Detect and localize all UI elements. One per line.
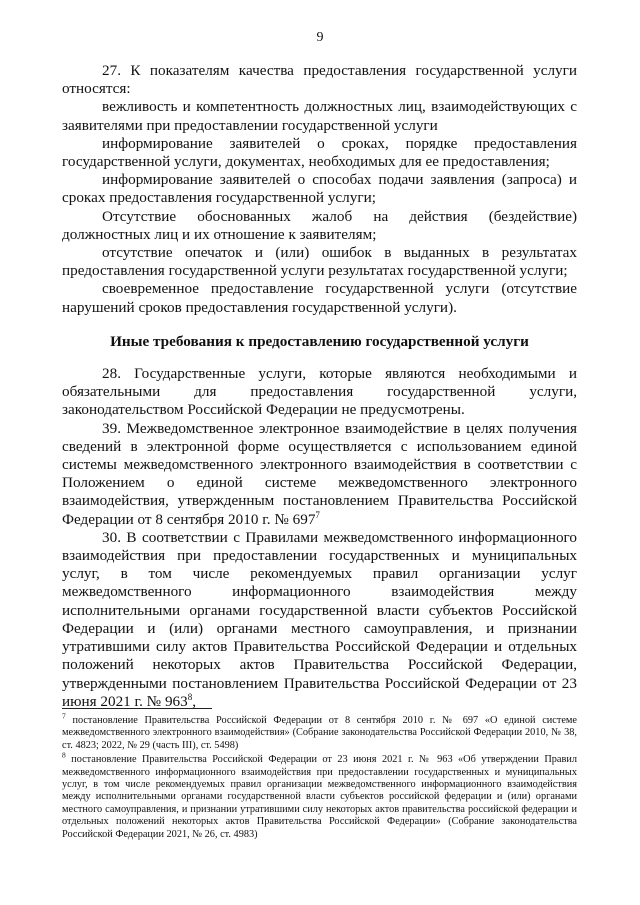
main-text xyxy=(62,62,577,711)
footnote-7 xyxy=(62,711,577,752)
quality-item-info-terms: информирование заявителей о сроках, порядке предоставления государственной услуги, документах, необходимых для ее предоставления; xyxy=(62,134,577,171)
paragraph-28: 28. Государственные услуги, которые являются необходимыми и обязательными для предоставления государственной услуги, законодательством Российской Федерации не предусмотрены. xyxy=(62,365,577,419)
footnote-8 xyxy=(62,750,577,841)
quality-item-no-typos: отсутствие опечаток и (или) ошибок в выданных в результатах предоставления государственной услуги результатах государственной услуги; xyxy=(62,244,577,280)
paragraph-39 xyxy=(62,420,577,529)
page-number: 9 xyxy=(316,30,324,45)
footnote-mark-8: 8 xyxy=(62,750,66,760)
footnote-ref-7[interactable]: 7 xyxy=(315,509,320,520)
quality-item-info-methods: информирование заявителей о способах подачи заявления (запроса) и сроках предоставления государственной услуги; xyxy=(62,171,577,207)
quality-item-timeliness: своевременное предоставление государственной услуги (отсутствие нарушений сроков предоставления государственной услуги). xyxy=(62,280,577,316)
paragraph-39-text: 39. Межведомственное электронное взаимодействие в целях получения сведений в электронной форме осуществляется с использованием единой системы межведомственного электронного взаимодействия в соответствии с Положением о единой системе межведомственного электронного взаимодействия, утвержденным постановлением Правительства Российской Федерации от 8 сентября 2010 г. № 697 xyxy=(62,419,577,528)
footnotes xyxy=(62,708,577,843)
paragraph-30-tail: , xyxy=(192,692,197,710)
section-heading: Иные требования к предоставлению государственной услуги xyxy=(110,332,529,350)
paragraph-30-text: 30. В соответствии с Правилами межведомственного информационного взаимодействия при предоставлении государственных и муниципальных услуг, в том числе рекомендуемых правил организации услуг межведомственного информационного взаимодействия между исполнительными органами государственной власти субъектов Российской Федерации и (или) органами местного самоуправления, и признании утратившими силу актов Правительства Российской Федерации и отдельных положений некоторых актов Правительства Российской Федерации, утвержденными постановлением Правительства Российской Федерации от 23 июня 2021 г. № 963 xyxy=(62,528,577,710)
footnote-8-text: постановление Правительства Российской Федерации от 23 июня 2021 г. № 963 «Об утверждении Правил межведомственного информационного взаимодействия при предоставлении государственных и муниципальных услуг, в том числе рекомендуемых правил организации межведомственного информационного взаимодействия между исполнительными органами государственной власти субъектов российской федерации и (или) органами местного самоуправления, и признании утратившими силу некоторых актов правительства российской федерации и отдельных положений некоторых актов Правительства Российской Федерации» (Собрание законодательства Российской Федерации 2021, № 26, ст. 4983) xyxy=(62,754,577,840)
footnote-mark-7: 7 xyxy=(62,711,66,721)
quality-item-no-complaints: Отсутствие обоснованных жалоб на действия (бездействие) должностных лиц и их отношение к заявителям; xyxy=(62,207,577,243)
paragraph-30 xyxy=(62,529,577,711)
footnote-7-text: постановление Правительства Российской Федерации от 8 сентября 2010 г. № 697 «О единой системе межведомственного электронного взаимодействия» (Собрание законодательства Российской Федерации 2010, № 38, ст. 4823; 2022, № 29 (часть III), ст. 5498) xyxy=(62,715,577,751)
paragraph-27: 27. К показателям качества предоставления государственной услуги относятся: xyxy=(62,62,577,98)
quality-item-politeness: вежливость и компетентность должностных лиц, взаимодействующих с заявителями при предоставлении государственной услуги xyxy=(62,98,577,134)
footnote-ref-8[interactable]: 8 xyxy=(187,691,193,702)
footnote-divider xyxy=(62,708,212,709)
